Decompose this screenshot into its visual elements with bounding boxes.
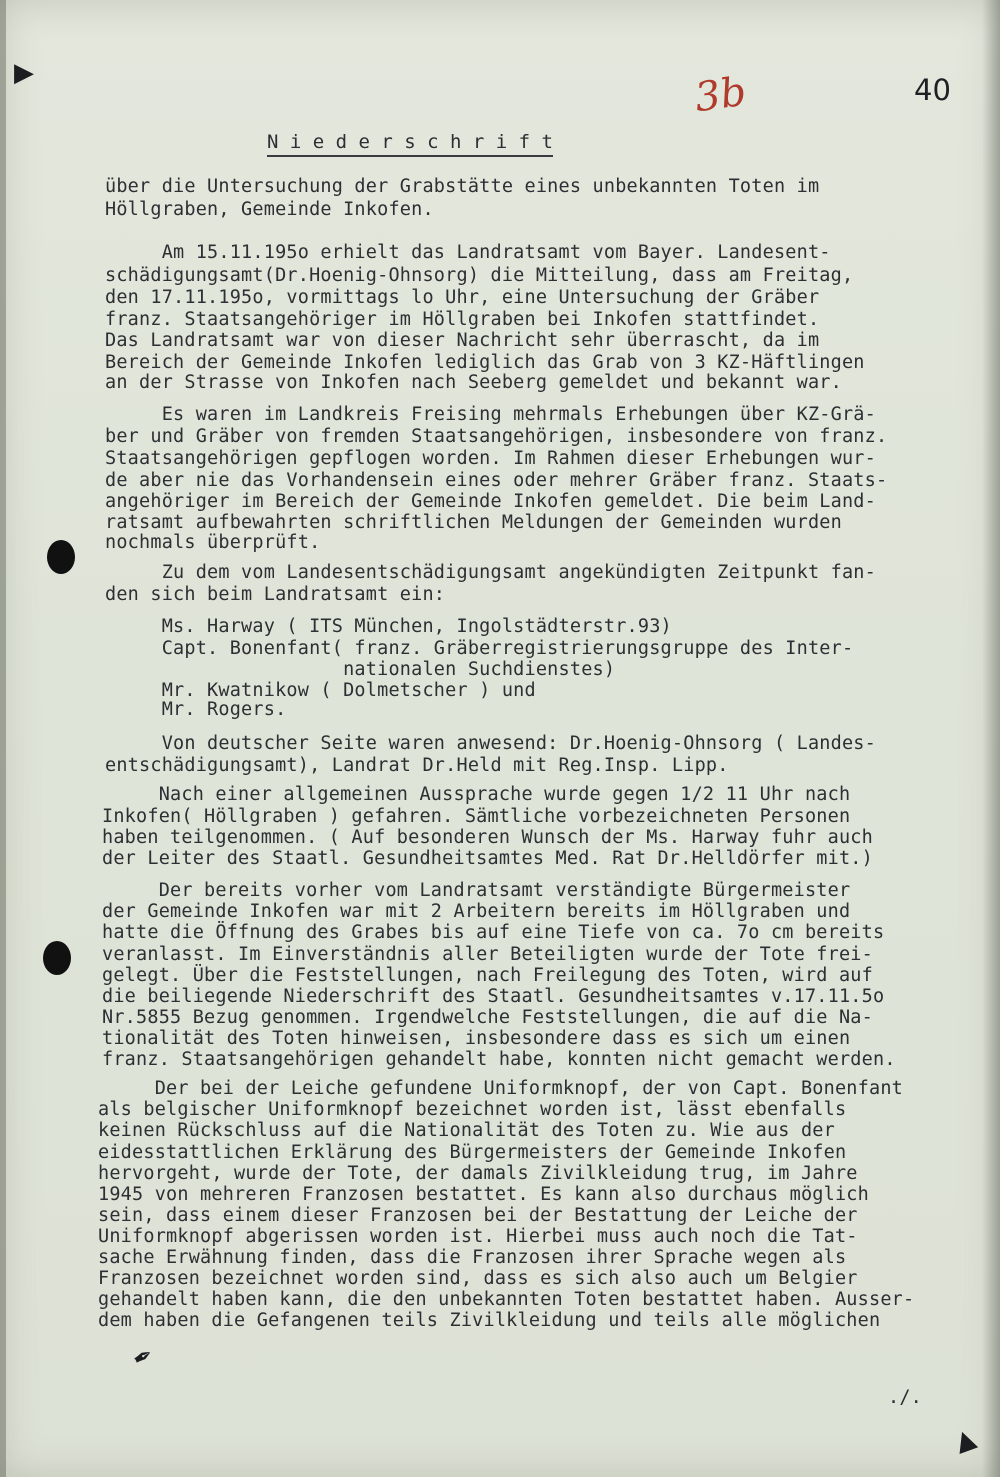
attendee-line: Mr. Kwatnikow ( Dolmetscher ) und <box>105 680 536 701</box>
handwritten-mark: 3b <box>692 68 750 122</box>
paragraph-line: an der Strasse von Inkofen nach Seeberg gemeldet und bekannt war. <box>105 372 842 393</box>
paragraph-line: schädigungsamt(Dr.Hoenig-Ohnsorg) die Mitteilung, dass am Freitag, <box>105 265 854 286</box>
paragraph-line: hatte die Öffnung des Grabes bis auf eine Tiefe von ca. 7o cm bereits <box>102 922 885 943</box>
paragraph-line: keinen Rückschluss auf die Nationalität des Toten zu. Wie aus der <box>98 1120 835 1141</box>
paragraph-line: sein, dass einem dieser Franzosen bei der Bestattung der Leiche der <box>98 1205 858 1226</box>
paragraph-line: Inkofen( Höllgraben ) gefahren. Sämtliche vorbezeichneten Personen <box>102 806 851 827</box>
paragraph-line: Das Landratsamt war von dieser Nachricht sehr überrascht, da im <box>105 330 820 351</box>
paragraph-line: Von deutscher Seite waren anwesend: Dr.Hoenig-Ohnsorg ( Landes- <box>105 733 876 754</box>
paragraph-line: Nr.5855 Bezug genommen. Irgendwelche Feststellungen, die auf die Na- <box>102 1007 873 1028</box>
paragraph-line: den sich beim Landratsamt ein: <box>105 584 446 605</box>
right-edge-shadow <box>982 0 1000 1477</box>
paragraph-line: franz. Staatsangehörigen gehandelt habe, konnten nicht gemacht werden. <box>102 1049 896 1070</box>
paragraph-line: gehandelt haben kann, die den unbekannten Toten bestattet haben. Ausser- <box>98 1289 915 1310</box>
paragraph-line: ratsamt aufbewahrten schriftlichen Meldungen der Gemeinden wurden <box>105 512 842 533</box>
page-number: 40 <box>914 73 951 107</box>
paragraph-line: die beiliegende Niederschrift des Staatl. Gesundheitsamtes v.17.11.5o <box>102 986 885 1007</box>
paragraph-line: gelegt. Über die Feststellungen, nach Freilegung des Toten, wird auf <box>102 965 873 986</box>
paragraph-line: nochmals überprüft. <box>105 532 321 553</box>
paragraph-line: den 17.11.195o, vormittags lo Uhr, eine Untersuchung der Gräber <box>105 287 820 308</box>
paragraph-line: franz. Staatsangehöriger im Höllgraben bei Inkofen stattfindet. <box>105 309 820 330</box>
paragraph-line: tionalität des Toten hinweisen, insbesondere dass es sich um einen <box>102 1028 851 1049</box>
paragraph-line: de aber nie das Vorhandensein eines oder mehrer Gräber franz. Staats- <box>105 470 888 491</box>
paragraph-line: Franzosen bezeichnet worden sind, dass es sich also auch um Belgier <box>98 1268 858 1289</box>
paragraph-line: dem haben die Gefangenen teils Zivilkleidung und teils alle möglichen <box>98 1310 881 1331</box>
paragraph-line: der Gemeinde Inkofen war mit 2 Arbeitern bereits im Höllgraben und <box>102 901 851 922</box>
continuation-mark: ./. <box>888 1387 923 1408</box>
paragraph-line: Es waren im Landkreis Freising mehrmals Erhebungen über KZ-Grä- <box>105 404 876 425</box>
paragraph-line: als belgischer Uniformknopf bezeichnet worden ist, lässt ebenfalls <box>98 1099 847 1120</box>
corner-marker-icon: ▶ <box>14 58 34 88</box>
paragraph-line: 1945 von mehreren Franzosen bestattet. Es kann also durchaus möglich <box>98 1184 869 1205</box>
document-title: N i e d e r s c h r i f t <box>267 131 553 157</box>
attendee-line: Capt. Bonenfant( franz. Gräberregistrierungsgruppe des Inter- <box>105 638 854 659</box>
attendee-line: nationalen Suchdienstes) <box>105 659 616 680</box>
punch-hole-top <box>47 540 75 574</box>
paragraph-line: Am 15.11.195o erhielt das Landratsamt vom Bayer. Landesent- <box>105 242 831 263</box>
paragraph-line: hervorgeht, wurde der Tote, der damals Zivilkleidung trug, im Jahre <box>98 1163 858 1184</box>
left-edge-shadow <box>0 0 6 1477</box>
paragraph-line: ber und Gräber von fremden Staatsangehörigen, insbesondere von franz. <box>105 426 888 447</box>
paragraph-line: der Leiter des Staatl. Gesundheitsamtes Med. Rat Dr.Helldörfer mit.) <box>102 848 873 869</box>
paragraph-line: Der bereits vorher vom Landratsamt verständigte Bürgermeister <box>102 880 851 901</box>
subtitle-line: Höllgraben, Gemeinde Inkofen. <box>105 199 434 220</box>
paragraph-line: Der bei der Leiche gefundene Uniformknopf, der von Capt. Bonenfant <box>98 1078 903 1099</box>
paragraph-line: Zu dem vom Landesentschädigungsamt angekündigten Zeitpunkt fan- <box>105 562 876 583</box>
paragraph-line: veranlasst. Im Einverständnis aller Beteiligten wurde der Tote frei- <box>102 944 873 965</box>
paragraph-line: Staatsangehörigen gepflogen worden. Im Rahmen dieser Erhebungen wur- <box>105 448 876 469</box>
corner-marker-icon-bottom: ▲ <box>950 1422 980 1458</box>
subtitle-line: über die Untersuchung der Grabstätte eines unbekannten Toten im <box>105 176 820 197</box>
paragraph-line: Bereich der Gemeinde Inkofen lediglich das Grab von 3 KZ-Häftlingen <box>105 352 865 373</box>
paragraph-line: haben teilgenommen. ( Auf besonderen Wunsch der Ms. Harway fuhr auch <box>102 827 873 848</box>
ink-mark-icon: ✒ <box>127 1339 159 1375</box>
attendee-line: Mr. Rogers. <box>105 699 287 720</box>
paragraph-line: entschädigungsamt), Landrat Dr.Held mit Reg.Insp. Lipp. <box>105 755 729 776</box>
paragraph-line: sache Erwähnung finden, dass die Franzosen ihrer Sprache wegen als <box>98 1247 847 1268</box>
attendee-line: Ms. Harway ( ITS München, Ingolstädterstr.93) <box>105 616 672 637</box>
paragraph-line: Nach einer allgemeinen Aussprache wurde gegen 1/2 11 Uhr nach <box>102 784 851 805</box>
paragraph-line: angehöriger im Bereich der Gemeinde Inkofen gemeldet. Die beim Land- <box>105 491 876 512</box>
paragraph-line: Uniformknopf abgerissen worden ist. Hierbei muss auch noch die Tat- <box>98 1226 858 1247</box>
punch-hole-bottom <box>43 941 71 975</box>
paragraph-line: eidesstattlichen Erklärung des Bürgermeisters der Gemeinde Inkofen <box>98 1142 847 1163</box>
